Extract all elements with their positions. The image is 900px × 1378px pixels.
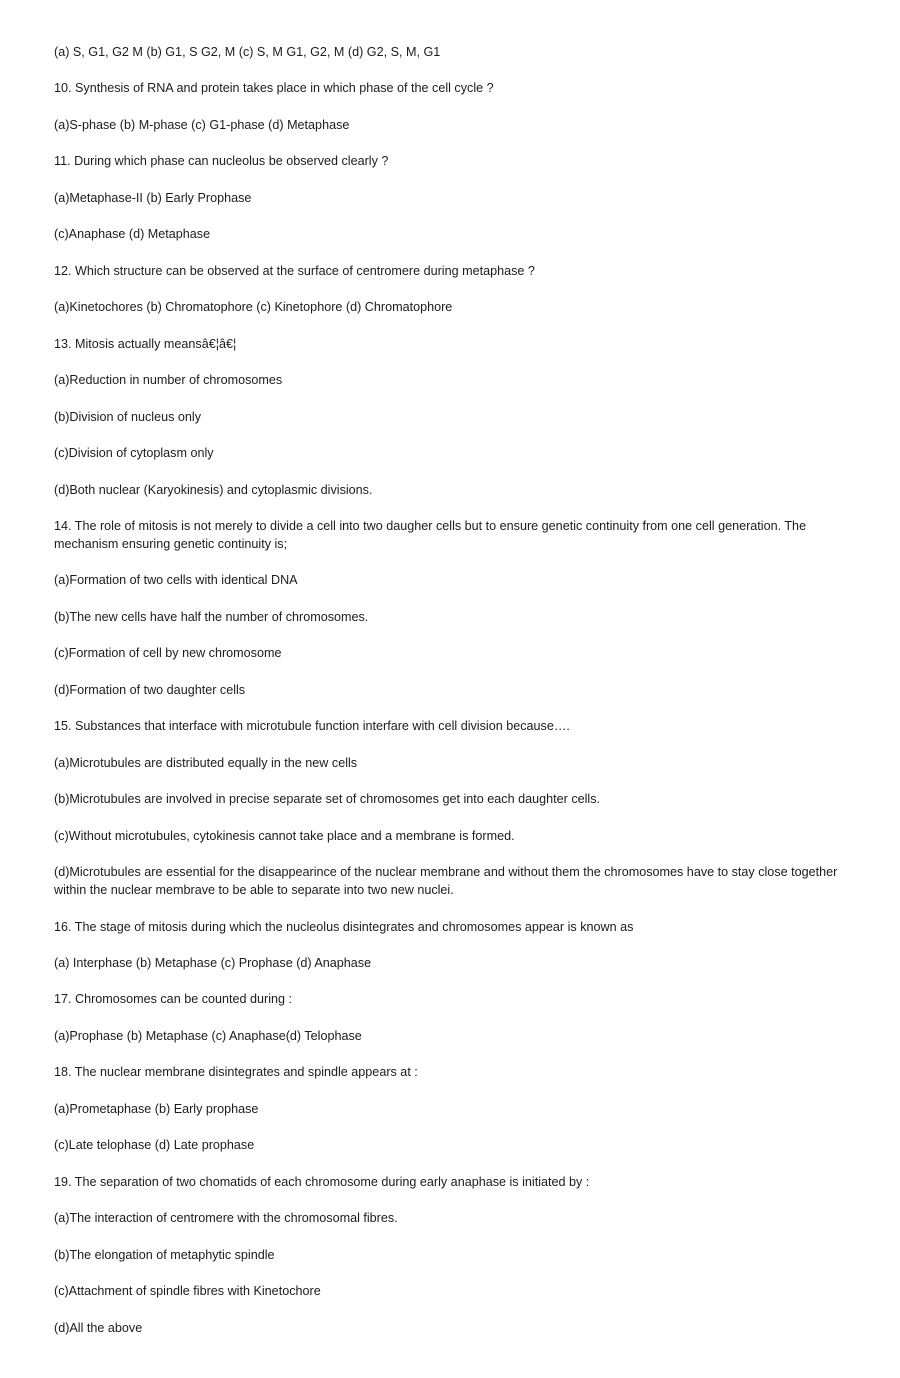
paragraph: (b)Microtubules are involved in precise separate set of chromosomes get into each daughter cells. xyxy=(54,792,601,807)
paragraph: 11. During which phase can nucleolus be observed clearly ? xyxy=(54,154,389,169)
paragraph: (a)S-phase (b) M-phase (c) G1-phase (d) Metaphase xyxy=(54,117,350,132)
paragraph: (a) Interphase (b) Metaphase (c) Prophase (d) Anaphase xyxy=(54,956,372,970)
paragraph: (c)Without microtubules, cytokinesis cannot take place and a membrane is formed. xyxy=(54,828,515,843)
paragraph: (c)Formation of cell by new chromosome xyxy=(54,646,282,661)
paragraph: 10. Synthesis of RNA and protein takes place in which phase of the cell cycle ? xyxy=(54,81,494,96)
paragraph: 13. Mitosis actually meansâ€¦â€¦ xyxy=(54,336,237,351)
paragraph: 16. The stage of mitosis during which the nucleolus disintegrates and chromosomes appear is known as xyxy=(54,919,634,934)
paragraph: (a)Reduction in number of chromosomes xyxy=(54,373,283,388)
paragraph: 15. Substances that interface with microtubule function interfare with cell division because…. xyxy=(54,719,570,734)
paragraph: (d)Both nuclear (Karyokinesis) and cytoplasmic divisions. xyxy=(54,482,373,497)
paragraph: 18. The nuclear membrane disintegrates and spindle appears at : xyxy=(54,1065,418,1080)
paragraph: (a)Formation of two cells with identical DNA xyxy=(54,573,298,588)
paragraph: (d)Microtubules are essential for the disappearince of the nuclear membrane and without them the chromosomes have to stay close together within the nuclear membrave to be able to separate into two new nuclei. xyxy=(54,865,838,898)
paragraph: (c)Attachment of spindle fibres with Kinetochore xyxy=(54,1284,321,1299)
paragraph: (a)Kinetochores (b) Chromatophore (c) Kinetophore (d) Chromatophore xyxy=(54,300,453,315)
paragraph: (c)Late telophase (d) Late prophase xyxy=(54,1138,255,1153)
paragraph: 19. The separation of two chomatids of each chromosome during early anaphase is initiated by : xyxy=(54,1174,590,1189)
paragraph: (b)The new cells have half the number of chromosomes. xyxy=(54,609,369,624)
paragraph: (c)Division of cytoplasm only xyxy=(54,446,214,461)
paragraph: (a)Metaphase-II (b) Early Prophase xyxy=(54,190,252,205)
paragraph: (d)All the above xyxy=(54,1320,143,1335)
paragraph: 17. Chromosomes can be counted during : xyxy=(54,992,293,1007)
paragraph: 12. Which structure can be observed at the surface of centromere during metaphase ? xyxy=(54,263,535,278)
paragraph: (a)Prometaphase (b) Early prophase xyxy=(54,1101,259,1116)
paragraph: (a)Prophase (b) Metaphase (c) Anaphase(d) Telophase xyxy=(54,1028,362,1043)
paragraph: (a)Microtubules are distributed equally in the new cells xyxy=(54,755,358,770)
paragraph: (d)Formation of two daughter cells xyxy=(54,682,246,697)
paragraph: (b)Division of nucleus only xyxy=(54,409,201,424)
paragraph: (b)The elongation of metaphytic spindle xyxy=(54,1247,275,1262)
paragraph: (a)The interaction of centromere with the chromosomal fibres. xyxy=(54,1211,398,1226)
paragraph: (a) S, G1, G2 M (b) G1, S G2, M (c) S, M G1, G2, M (d) G2, S, M, G1 xyxy=(54,45,441,59)
paragraph: (c)Anaphase (d) Metaphase xyxy=(54,227,211,242)
paragraph: 14. The role of mitosis is not merely to divide a cell into two daugher cells but to ensure genetic continuity from one cell generation. The mechanism ensuring genetic continuity is; xyxy=(54,519,807,551)
